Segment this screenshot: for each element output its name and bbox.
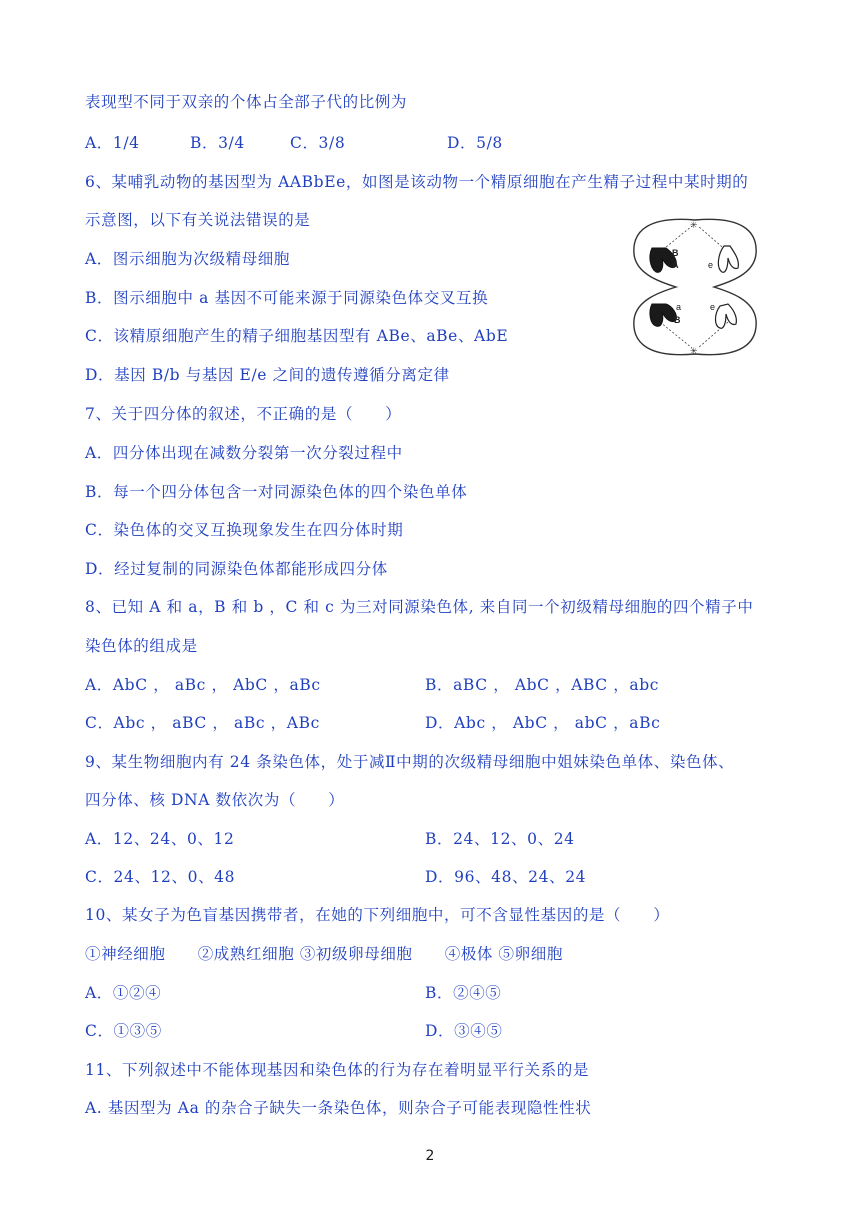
q7-stem: 7、关于四分体的叙述，不正确的是（ ）: [85, 405, 402, 423]
chromosome-light: [716, 304, 737, 328]
q7-option-d: D．经过复制的同源染色体都能形成四分体: [85, 560, 388, 578]
q8-option-b: B．aBC ， AbC ，ABC ，abc: [425, 676, 660, 694]
spindle-fiber: [660, 322, 692, 348]
gene-label: B: [672, 248, 679, 258]
q6-option-b: B．图示细胞中 a 基因不可能来源于同源染色体交叉互换: [85, 289, 489, 307]
q5-option-c: C．3/8: [290, 134, 346, 152]
cell-division-diagram: [630, 212, 760, 362]
q7-option-c: C．染色体的交叉互换现象发生在四分体时期: [85, 521, 404, 539]
q9-option-b: B．24、12、0、24: [425, 830, 575, 848]
q8-option-d: D．Abc ， AbC ， abC ，aBc: [425, 714, 661, 732]
q10-option-a: A．①②④: [85, 984, 162, 1002]
q5-option-d: D．5/8: [447, 134, 503, 152]
q9-option-a: A．12、24、0、12: [85, 830, 235, 848]
q7-option-a: A．四分体出现在减数分裂第一次分裂过程中: [85, 444, 403, 462]
chromosome-light: [718, 246, 738, 272]
q5-option-a: A．1/4: [85, 134, 140, 152]
q5-stem-end: 表现型不同于双亲的个体占全部子代的比例为: [85, 93, 408, 111]
q8-option-a: A．AbC ， aBc ， AbC ，aBc: [85, 676, 321, 694]
q6-stem: 6、某哺乳动物的基因型为 AABbEe，如图是该动物一个精原细胞在产生精子过程中某时期的: [85, 173, 749, 191]
q10-option-d: D．③④⑤: [425, 1022, 503, 1040]
gene-label: e: [708, 260, 714, 270]
chromosome-dark: [650, 304, 676, 326]
q5-option-b: B．3/4: [190, 134, 245, 152]
centrosome-icon: ✳: [690, 347, 698, 357]
gene-label: B: [674, 315, 681, 325]
q11-option-a: A. 基因型为 Aa 的杂合子缺失一条染色体，则杂合子可能表现隐性性状: [85, 1099, 592, 1117]
q11-stem: 11、下列叙述中不能体现基因和染色体的行为存在着明显平行关系的是: [85, 1061, 589, 1079]
q9-stem: 9、某生物细胞内有 24 条染色体，处于减Ⅱ中期的次级精母细胞中姐妹染色单体、染色体、: [85, 753, 735, 771]
q9-stem-cont: 四分体、核 DNA 数依次为（ ）: [85, 791, 345, 809]
q10-option-c: C．①③⑤: [85, 1022, 162, 1040]
q10-stem: 10、某女子为色盲基因携带者，在她的下列细胞中，可不含显性基因的是（ ）: [85, 906, 670, 924]
q8-stem: 8、已知 A 和 a，B 和 b ，C 和 c 为三对同源染色体, 来自同一个初级精母细胞的四个精子中: [85, 598, 754, 616]
cell-outline: [634, 219, 756, 354]
q9-option-c: C．24、12、0、48: [85, 868, 236, 886]
q6-option-d: D．基因 B/b 与基因 E/e 之间的遗传遵循分离定律: [85, 366, 450, 384]
centrosome-icon: ✳: [690, 221, 698, 231]
q7-option-b: B．每一个四分体包含一对同源染色体的四个染色单体: [85, 483, 468, 501]
gene-label: e: [710, 302, 716, 312]
gene-label: A: [672, 260, 679, 270]
q6-option-c: C．该精原细胞产生的精子细胞基因型有 ABe、aBe、AbE: [85, 327, 509, 345]
page-number: 2: [425, 1148, 435, 1164]
q8-stem-cont: 染色体的组成是: [85, 637, 198, 655]
q10-items: ①神经细胞 ②成熟红细胞 ③初级卵母细胞 ④极体 ⑤卵细胞: [85, 945, 563, 963]
gene-label: a: [676, 302, 682, 312]
q9-option-d: D．96、48、24、24: [425, 868, 587, 886]
q10-option-b: B．②④⑤: [425, 984, 502, 1002]
q8-option-c: C．Abc ， aBC ， aBc ，ABc: [85, 714, 320, 732]
q6-option-a: A．图示细胞为次级精母细胞: [85, 250, 290, 268]
q5-options: [85, 133, 785, 153]
q6-stem-cont: 示意图，以下有关说法错误的是: [85, 211, 311, 229]
